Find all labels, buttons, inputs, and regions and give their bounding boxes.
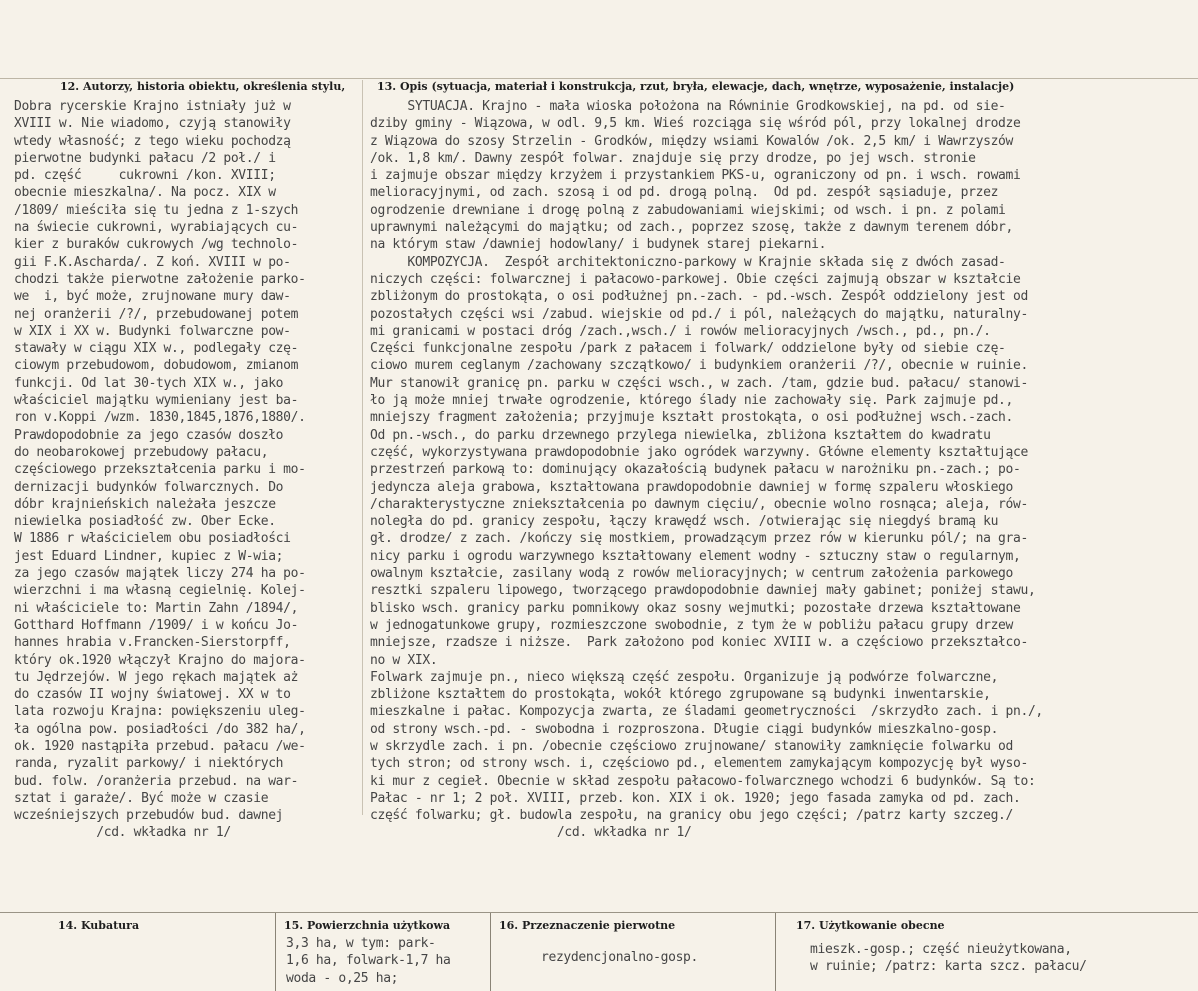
box-powierzchnia — [275, 913, 491, 991]
box-uzytkowanie — [775, 913, 1198, 991]
section-13-heading: 13. Opis (sytuacja, materiał i konstrukcja, rzut, bryła, elewacje, dach, wnętrze, wyposażenie, instalacje) — [377, 80, 1015, 93]
section-12-heading: 12. Autorzy, historia obiektu, określenia stylu, — [60, 80, 346, 93]
przeznaczenie-heading: 16. Przeznaczenie pierwotne — [499, 919, 676, 932]
uzytkowanie-value: mieszk.-gosp.; część nieużytkowana, w ruinie; /patrz: karta szcz. pałacu/ — [810, 942, 1087, 975]
uzytkowanie-heading: 17. Użytkowanie obecne — [796, 919, 945, 932]
box-kubatura — [0, 913, 275, 991]
history-text: Dobra rycerskie Krajno istniały już w XVIII w. Nie wiadomo, czyją stanowiły wtedy własność; z tego wieku pochodzą pierwotne budynki pałacu /2 poł./ i pd. część cukrowni /kon. XVIII; obecnie mieszkalna/. Na pocz. XIX w /1809/ mieściła się tu jedna z 1-szych na świecie cukrowni, wyrabiających cu- kier z buraków cukrowych /wg technolo- gii F.K.Ascharda/. Z koń. XVIII w po- chodzi także pierwotne założenie parko- we i, być może, zrujnowane mury daw- nej oranżerii /?/, przebudowanej potem w XIX i XX w. Budynki folwarczne pow- stawały w ciągu XIX w., podlegały czę- ciowym przebudowom, dobudowom, zmianom funkcji. Od lat 30-tych XIX w., jako właściciel majątku wymieniany jest ba- ron v.Koppi /wzm. 1830,1845,1876,1880/. Prawdopodobnie za jego czasów doszło do neobarokowej przebudowy pałacu, częściowego przekształcenia parku i mo- dernizacji budynków folwarcznych. Do dóbr krajnieńskich należała jeszcze niewielka posiadłość zw. Ober Ecke. W 1886 r właścicielem obu posiadłości jest Eduard Lindner, kupiec z W-wia; za jego czasów majątek liczy 274 ha po- wierzchni i ma własną cegielnię. Kolej- ni właściciele to: Martin Zahn /1894/, Gotthard Hoffmann /1909/ i w końcu Jo- hannes hrabia v.Francken-Sierstorpff, który ok.1920 włączył Krajno do majora- tu Jędrzejów. W jego rękach majątek aż do czasów II wojny światowej. XX w to lata rozwoju Krajna: powiększeniu uleg- ła ogólna pow. posiadłości /do 382 ha/, ok. 1920 nastąpiła przebud. pałacu /we- randa, ryzalit parkowy/ i niektórych bud. folw. /oranżeria przebud. na war- sztat i garaże/. Być może w czasie wcześniejszych przebudów bud. dawnej /cd. wkładka nr 1/ — [14, 99, 306, 841]
powierzchnia-heading: 15. Powierzchnia użytkowa — [284, 919, 451, 932]
powierzchnia-value: 3,3 ha, w tym: park- 1,6 ha, folwark-1,7 ha woda - o,25 ha; — [286, 936, 451, 986]
przeznaczenie-value: rezydencjonalno-gosp. — [541, 950, 699, 965]
box-przeznaczenie — [490, 913, 776, 991]
kubatura-heading: 14. Kubatura — [58, 919, 140, 932]
column-divider — [362, 80, 363, 815]
description-text: SYTUACJA. Krajno - mała wioska położona na Równinie Grodkowskiej, na pd. od sie- dziby gminy - Wiązowa, w odl. 9,5 km. Wieś rozciąga się wśród pól, przy lokalnej drodze z Wiązowa do szosy Strzelin - Grodków, między wsiami Kowalów /ok. 2,5 km/ i Wawrzyszów /ok. 1,8 km/. Dawny zespół folwar. znajduje się przy drodze, po jej wsch. stronie i zajmuje obszar między krzyżem i przystankiem PKS-u, ograniczony od pn. i wsch. rowami melioracyjnymi, od zach. szosą i od pd. drogą polną. Od pd. zespół sąsiaduje, przez ogrodzenie drewniane i drogę polną z zabudowaniami wiejskimi; od wsch. i pn. z polami uprawnymi należącymi do majątku; od zach., poprzez szosę, także z dawnym terenem dóbr, na którym staw /dawniej hodowlany/ i budynek starej piekarni. KOMPOZYCJA. Zespół architektoniczno-parkowy w Krajnie składa się z dwóch zasad- niczych części: folwarcznej i pałacowo-parkowej. Obie części zajmują obszar w kształcie zbliżonym do prostokąta, o osi podłużnej pn.-zach. - pd.-wsch. Zespół oddzielony jest od pozostałych części wsi /zabud. wiejskie od pd./ i pól, należących do majątku, naturalny- mi granicami w postaci dróg /zach.,wsch./ i rowów melioracyjnych /wsch., pd., pn./. Części funkcjonalne zespołu /park z pałacem i folwark/ oddzielone były od siebie czę- ciowo murem ceglanym /zachowany szczątkowo/ i budynkiem oranżerii /?/, obecnie w ruinie. Mur stanowił granicę pn. parku w części wsch., w zach. /tam, gdzie bud. pałacu/ stanowi- ło ją może mniej trwałe ogrodzenie, którego ślady nie zachowały się. Park zajmuje pd., mniejszy fragment założenia; przyjmuje kształt prostokąta, o osi podłużnej wsch.-zach. Od pn.-wsch., do parku drzewnego przylega niewielka, zbliżona kształtem do kwadratu część, wykorzystywana prawdopodobnie jako ogródek warzywny. Główne elementy kształtujące przestrzeń parkową to: dominujący okazałością budynek pałacu w narożniku pn.-zach.; po- jedyncza aleja grabowa, kształtowana prawdopodobnie dawniej w formę szpaleru włoskiego /charakterystyczne zniekształcenia po dawnym cięciu/, obecnie wolno rosnąca; aleja, rów- noległa do pd. granicy zespołu, łączy krawędź wsch. /otwierając się niegdyś bramą ku gł. drodze/ z zach. /kończy się mostkiem, prowadzącym przez rów w kierunku pól/; na gra- nicy parku i ogrodu warzywnego kształtowany element wodny - sztuczny staw o regularnym, owalnym kształcie, zasilany wodą z rowów melioracyjnych; w centrum założenia parkowego resztki szpaleru lipowego, tworzącego prawdopodobnie dawniej mały gabinet; poniżej stawu, blisko wsch. granicy parku pomnikowy okaz sosny wejmutki; pozostałe drzewa kształtowane w jednogatunkowe grupy, rozmieszczone swobodnie, z tym że w pobliżu pałacu grupy drzew mniejsze, rzadsze i niższe. Park założono pod koniec XVIII w. a częściowo przekształco- no w XIX. Folwark zajmuje pn., nieco większą część zespołu. Organizuje ją podwórze folwarczne, zbliżone kształtem do prostokąta, wokół którego zgrupowane są budynki inwentarskie, mieszkalne i pałac. Kompozycja zwarta, ze śladami geometryczności /skrzydło zach. i pn./, od strony wsch.-pd. - swobodna i rozproszona. Długie ciągi budynków mieszkalno-gosp. w skrzydle zach. i pn. /obecnie częściowo zrujnowane/ stanowiły zamknięcie folwarku od tych stron; od strony wsch. i, częściowo pd., elementem zamykającym kompozycję był wyso- ki mur z cegieł. Obecnie w skład zespołu pałacowo-folwarcznego wchodzi 6 budynków. Są to: Pałac - nr 1; 2 poł. XVIII, przeb. kon. XIX i ok. 1920; jego fasada zamyka od pd. zach. część folwarku; gł. budowla zespołu, na granicy obu jego części; /patrz karty szczeg./ /cd. wkładka nr 1/ — [370, 99, 1043, 841]
header-rule — [0, 78, 1198, 79]
